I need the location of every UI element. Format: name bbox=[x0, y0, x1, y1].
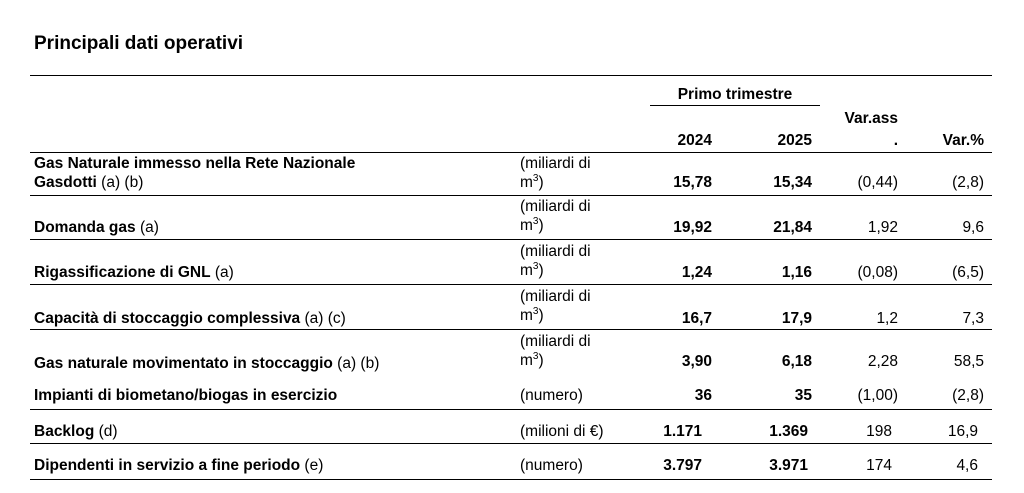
cell-var-ass: (1,00) bbox=[857, 387, 898, 404]
cell-var-pct: 16,9 bbox=[947, 423, 978, 440]
cell-var-ass: 174 bbox=[866, 457, 892, 474]
page-title: Principali dati operativi bbox=[34, 33, 244, 54]
cell-2025: 6,18 bbox=[781, 353, 812, 370]
header-group-primo-trimestre: Primo trimestre bbox=[677, 86, 793, 103]
row-unit: (miliardi di bbox=[520, 288, 591, 305]
row-unit: (miliardi di bbox=[520, 243, 591, 260]
table-row bbox=[30, 410, 992, 444]
row-label: Dipendenti in servizio a fine periodo (e) bbox=[34, 457, 324, 474]
cell-var-pct: 58,5 bbox=[953, 353, 984, 370]
row-label: Capacità di stoccaggio complessiva (a) (c) bbox=[34, 310, 346, 327]
row-label: Domanda gas (a) bbox=[34, 219, 159, 236]
row-unit: (miliardi di bbox=[520, 155, 591, 172]
row-unit-line2: $m^3$) bbox=[520, 350, 544, 369]
table-row bbox=[30, 240, 992, 285]
cell-2025: 17,9 bbox=[781, 310, 812, 327]
row-unit: (numero) bbox=[520, 457, 583, 474]
row-unit-line2: $m^3$) bbox=[520, 260, 544, 279]
cell-var-ass: 2,28 bbox=[867, 353, 898, 370]
table-row bbox=[30, 153, 992, 196]
top-divider bbox=[30, 75, 992, 76]
header-var-ass-dot: . bbox=[893, 132, 898, 149]
row-unit: (milioni di €) bbox=[520, 423, 604, 440]
cell-var-ass: 1,2 bbox=[876, 310, 898, 327]
table-row bbox=[30, 285, 992, 330]
cell-var-ass: 1,92 bbox=[867, 219, 898, 236]
cell-var-pct: 7,3 bbox=[962, 310, 984, 327]
cell-2025: 15,34 bbox=[773, 174, 812, 191]
cell-2024: 3.797 bbox=[663, 457, 702, 474]
row-unit-line2: $m^3$) bbox=[520, 215, 544, 234]
header-2024: 2024 bbox=[677, 132, 712, 149]
cell-2024: 15,78 bbox=[673, 174, 712, 191]
row-label: Gas naturale movimentato in stoccaggio (a) (b) bbox=[34, 355, 380, 372]
row-unit: (numero) bbox=[520, 387, 583, 404]
cell-var-pct: 9,6 bbox=[962, 219, 984, 236]
row-label: Gas Naturale immesso nella Rete Nazionale bbox=[34, 155, 356, 172]
cell-2024: 19,92 bbox=[673, 219, 712, 236]
row-unit-line2: $m^3$) bbox=[520, 172, 544, 191]
cell-2024: 16,7 bbox=[681, 310, 712, 327]
cell-var-pct: (6,5) bbox=[952, 264, 984, 281]
cell-var-ass: (0,08) bbox=[857, 264, 898, 281]
cell-2024: 3,90 bbox=[681, 353, 712, 370]
row-label: Impianti di biometano/biogas in esercizio bbox=[34, 387, 338, 404]
row-label: Backlog (d) bbox=[34, 423, 118, 440]
table-row bbox=[30, 330, 992, 378]
cell-var-ass: (0,44) bbox=[857, 174, 898, 191]
row-unit: (miliardi di bbox=[520, 198, 591, 215]
row-divider bbox=[30, 479, 992, 480]
header-var-ass: Var.ass bbox=[844, 110, 898, 127]
cell-var-ass: 198 bbox=[866, 423, 892, 440]
cell-2025: 3.971 bbox=[769, 457, 808, 474]
cell-2025: 35 bbox=[794, 387, 812, 404]
cell-var-pct: (2,8) bbox=[952, 387, 984, 404]
table-row bbox=[30, 196, 992, 240]
row-label: Rigassificazione di GNL (a) bbox=[34, 264, 234, 281]
row-unit-line2: $m^3$) bbox=[520, 305, 544, 324]
cell-2024: 36 bbox=[694, 387, 712, 404]
cell-2024: 1.171 bbox=[663, 423, 702, 440]
cell-var-pct: (2,8) bbox=[952, 174, 984, 191]
row-unit: (miliardi di bbox=[520, 333, 591, 350]
table-row bbox=[30, 378, 992, 410]
table-row bbox=[30, 444, 992, 480]
header-group-underline bbox=[650, 105, 820, 106]
cell-2025: 1,16 bbox=[781, 264, 812, 281]
cell-var-pct: 4,6 bbox=[956, 457, 978, 474]
row-label-line2: Gasdotti (a) (b) bbox=[34, 174, 144, 191]
header-2025: 2025 bbox=[777, 132, 812, 149]
header-var-pct: Var.% bbox=[942, 132, 984, 149]
cell-2025: 1.369 bbox=[769, 423, 808, 440]
cell-2024: 1,24 bbox=[681, 264, 712, 281]
cell-2025: 21,84 bbox=[773, 219, 812, 236]
